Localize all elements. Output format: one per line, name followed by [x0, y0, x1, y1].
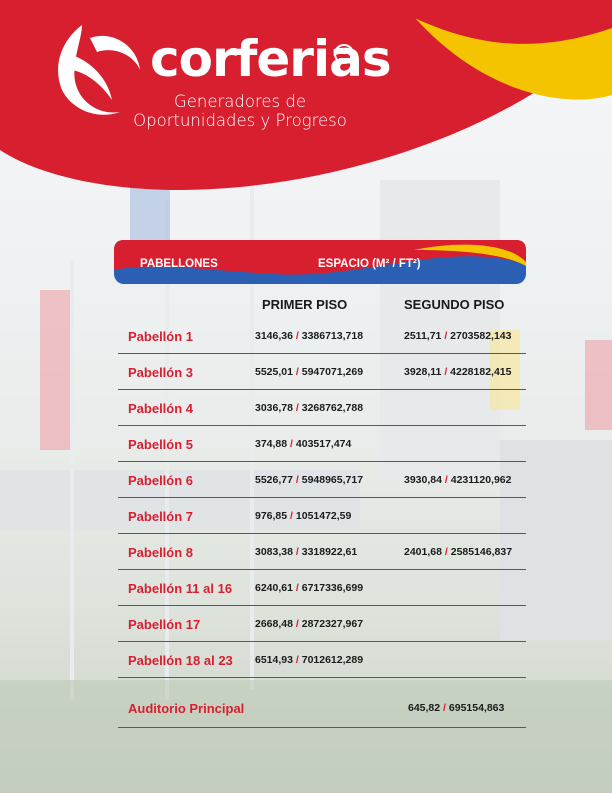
area-m2: 3083,38: [255, 546, 293, 558]
pabellon-name: Pabellón 6: [128, 473, 194, 488]
value-separator: /: [444, 474, 448, 486]
table-row: [118, 498, 526, 534]
value-separator: /: [295, 546, 299, 558]
tagline-line1: Generadores de: [173, 92, 307, 111]
pabellon-name: Auditorio Principal: [128, 701, 245, 716]
primer-piso-value: [255, 582, 363, 594]
value-separator: /: [295, 402, 299, 414]
area-m2: 3930,84: [404, 474, 442, 486]
area-m2: 2668,48: [255, 618, 293, 630]
segundo-piso-value: [404, 330, 511, 342]
area-ft2: 4228182,415: [450, 366, 512, 378]
area-m2: 3036,78: [255, 402, 293, 414]
column-header-pabellones: PABELLONES: [140, 258, 218, 270]
value-separator: /: [444, 366, 448, 378]
primer-piso-value: [255, 546, 357, 558]
area-ft2: 403517,474: [295, 438, 352, 450]
value-separator: /: [295, 330, 299, 342]
value-separator: /: [295, 582, 299, 594]
value-separator: /: [295, 474, 299, 486]
primer-piso-value: [255, 402, 363, 414]
table-row: [118, 354, 526, 390]
registered-mark-icon: [334, 44, 354, 64]
area-ft2: 695154,863: [448, 702, 505, 714]
area-m2: 2401,68: [404, 546, 442, 558]
area-m2: 645,82: [408, 702, 441, 714]
primer-piso-value: [255, 330, 363, 342]
area-ft2: 3268762,788: [301, 402, 364, 414]
area-ft2: 7012612,289: [301, 654, 364, 666]
value-separator: /: [295, 366, 299, 378]
area-m2: 3928,11: [404, 366, 442, 378]
table-row: [118, 318, 526, 354]
primer-piso-value: [255, 510, 351, 522]
area-m2: 6514,93: [255, 654, 293, 666]
area-m2: 374,88: [255, 438, 288, 450]
pabellon-name: Pabellón 18 al 23: [128, 653, 233, 668]
table-row: [118, 570, 526, 606]
pabellon-name: Pabellón 5: [128, 437, 194, 452]
area-ft2: 2872327,967: [301, 618, 364, 630]
pabellon-name: Pabellón 1: [128, 329, 194, 344]
segundo-piso-value: [404, 546, 512, 558]
area-ft2: 3318922,61: [301, 546, 358, 558]
tagline-line2: Oportunidades y Progreso: [133, 111, 347, 130]
subheader-primer-piso: PRIMER PISO: [262, 297, 348, 312]
primer-piso-value: [255, 618, 363, 630]
table-row: [118, 690, 526, 728]
subheader-segundo-piso: SEGUNDO PISO: [404, 297, 505, 312]
segundo-piso-value: [404, 474, 511, 486]
pabellon-name: Pabellón 17: [128, 617, 201, 632]
table-row: [118, 426, 526, 462]
pabellon-name: Pabellón 7: [128, 509, 194, 524]
pabellon-name: Pabellón 3: [128, 365, 194, 380]
row-divider: [118, 677, 526, 678]
table-row: [118, 390, 526, 426]
pabellon-name: Pabellón 11 al 16: [128, 581, 233, 596]
area-ft2: 5947071,269: [301, 366, 364, 378]
area-m2: 976,85: [255, 510, 288, 522]
area-m2: 5526,77: [255, 474, 293, 486]
value-separator: /: [295, 654, 299, 666]
area-ft2: 3386713,718: [301, 330, 364, 342]
area-m2: 6240,61: [255, 582, 293, 594]
area-ft2: 2585146,837: [450, 546, 513, 558]
area-ft2: 6717336,699: [301, 582, 364, 594]
primer-piso-value: [255, 474, 363, 486]
primer-piso-value: [255, 654, 363, 666]
value-separator: /: [444, 546, 448, 558]
area-ft2: 2703582,143: [450, 330, 512, 342]
area-ft2: 5948965,717: [301, 474, 364, 486]
table-row: [118, 534, 526, 570]
segundo-piso-value: [404, 366, 511, 378]
area-ft2: 1051472,59: [295, 510, 352, 522]
value-separator: /: [290, 438, 293, 450]
segundo-piso-value: [408, 702, 504, 714]
pabellon-name: Pabellón 8: [128, 545, 194, 560]
table-row: [118, 606, 526, 642]
brand-name: corferias: [150, 30, 391, 88]
pabellon-name: Pabellón 4: [128, 401, 194, 416]
value-separator: /: [295, 618, 299, 630]
primer-piso-value: [255, 438, 351, 450]
table-row: [118, 462, 526, 498]
column-header-espacio: ESPACIO (M² / FT²): [318, 258, 421, 270]
value-separator: /: [443, 702, 446, 714]
area-m2: 5525,01: [255, 366, 293, 378]
area-ft2: 4231120,962: [450, 474, 512, 486]
table-row: [118, 642, 526, 678]
value-separator: /: [290, 510, 293, 522]
row-divider: [118, 727, 526, 728]
primer-piso-value: [255, 366, 363, 378]
area-m2: 3146,36: [255, 330, 293, 342]
value-separator: /: [444, 330, 448, 342]
area-m2: 2511,71: [404, 330, 442, 342]
